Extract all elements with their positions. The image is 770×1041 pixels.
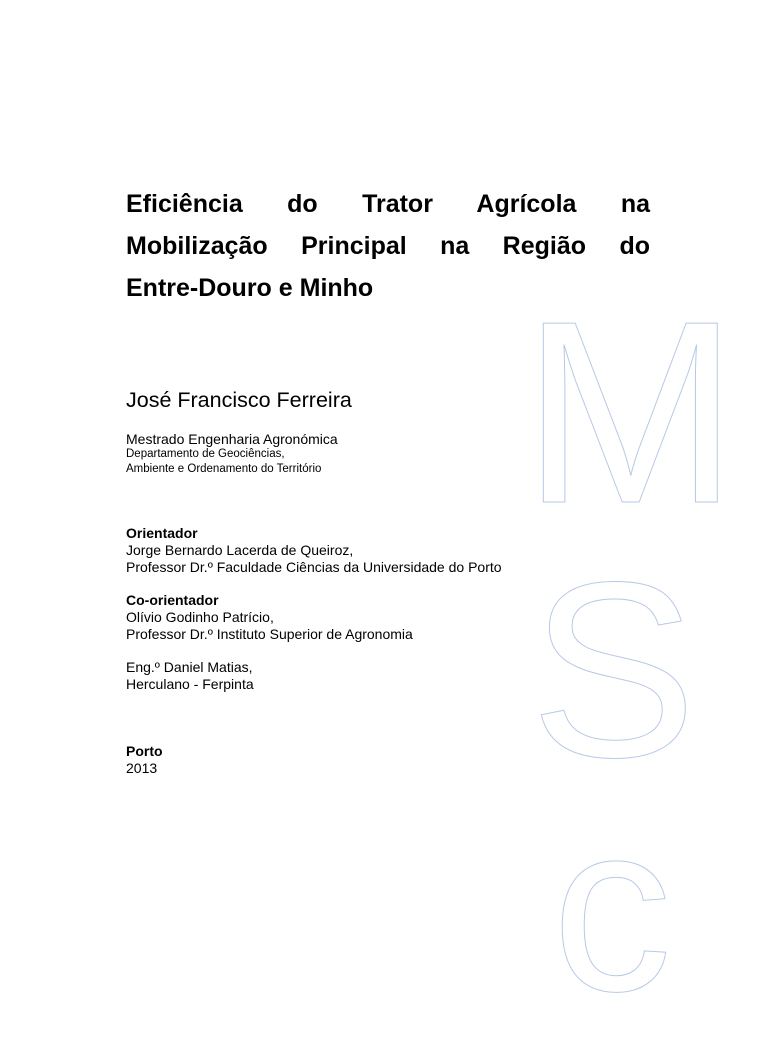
title-line: Entre-Douro e Minho: [126, 274, 374, 302]
city: Porto: [126, 743, 163, 759]
department-line: Departamento de Geociências,: [126, 448, 285, 460]
supervisor-affiliation: Professor Dr.º Faculdade Ciências da Universidade do Porto: [126, 559, 502, 575]
watermark-letter-c: c: [552, 773, 672, 1041]
watermark-letter-s: S: [530, 530, 697, 809]
department: [126, 447, 321, 476]
author-name: José Francisco Ferreira: [126, 388, 352, 412]
co-supervisor-block: [126, 592, 413, 643]
degree-name: Mestrado Engenharia Agronómica: [126, 431, 338, 447]
external-supervisor-block: [126, 659, 254, 693]
title-line: Eficiência do Trator Agrícola na: [126, 190, 650, 218]
supervisor-label: Orientador: [126, 525, 198, 541]
external-supervisor-affiliation: Herculano - Ferpinta: [126, 676, 254, 692]
supervisor-block: [126, 525, 502, 576]
year: 2013: [126, 760, 158, 776]
co-supervisor-affiliation: Professor Dr.º Instituto Superior de Agronomia: [126, 626, 413, 642]
supervisor-name: Jorge Bernardo Lacerda de Queiroz,: [126, 542, 354, 558]
external-supervisor-name: Eng.º Daniel Matias,: [126, 659, 253, 675]
department-line: Ambiente e Ordenamento do Território: [126, 462, 322, 475]
co-supervisor-name: Olívio Godinho Patrício,: [126, 609, 274, 625]
co-supervisor-label: Co-orientador: [126, 592, 219, 608]
thesis-title: [126, 183, 650, 309]
title-line: Mobilização Principal na Região do: [126, 232, 650, 260]
watermark-letter-m: M: [522, 268, 739, 558]
place-date-block: [126, 743, 163, 777]
